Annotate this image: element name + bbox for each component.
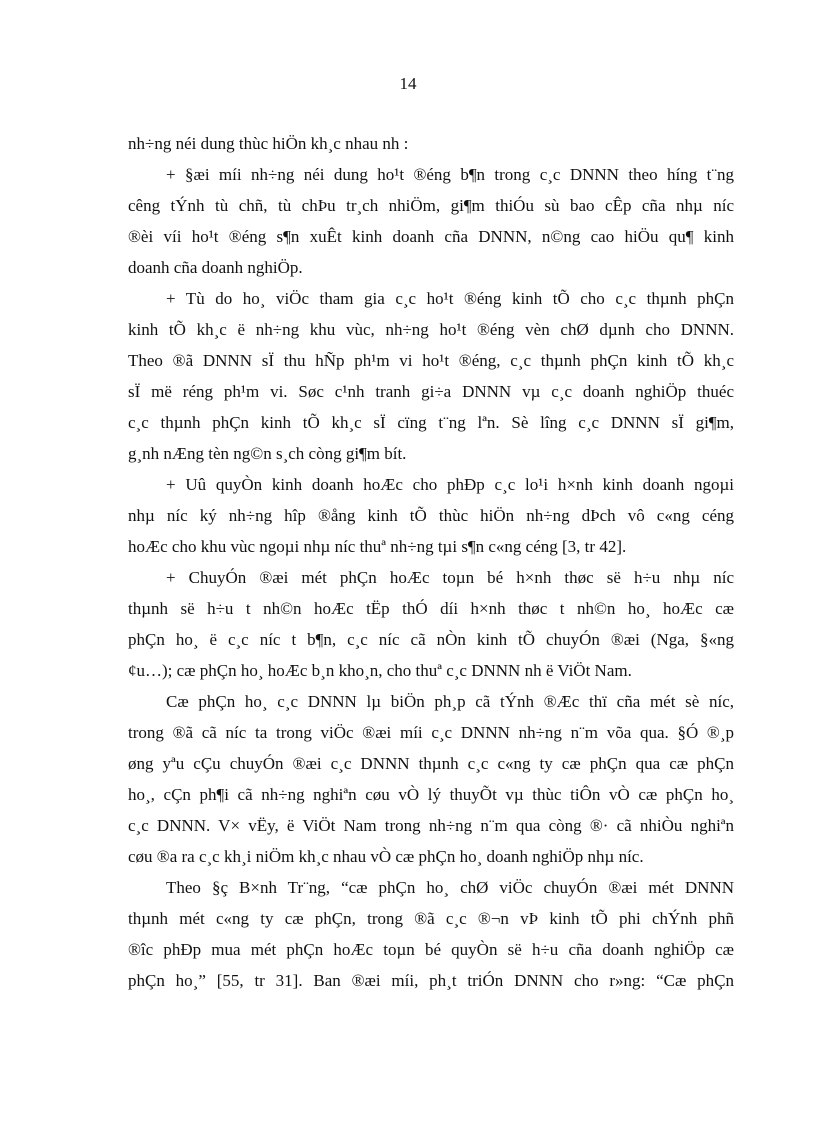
page-number: 14 xyxy=(399,74,417,93)
text-line: + Tù do ho¸ viÖc tham gia c¸c ho¹t ®éng kinh tÕ cho c¸c thµnh phÇn xyxy=(166,289,734,308)
text-line: + ChuyÓn ®æi mét phÇn hoÆc toµn bé h×nh thøc së h÷u nhµ níc xyxy=(166,568,734,587)
text-line: cøu ®a ra c¸c kh¸i niÖm kh¸c nhau vÒ cæ phÇn ho¸ doanh nghiÖp nhµ níc. xyxy=(128,847,644,866)
text-line: hoÆc cho khu vùc ngoµi nhµ níc thuª nh÷ng tµi s¶n c«ng céng [3, tr 42]. xyxy=(128,537,627,556)
text-line: + §æi míi nh÷ng néi dung ho¹t ®éng b¶n trong c¸c DNNN theo híng t¨ng xyxy=(166,165,734,184)
text-line: doanh cña doanh nghiÖp. xyxy=(128,258,303,277)
text-line: g¸nh nÆng tèn ng©n s¸ch còng gi¶m bít. xyxy=(128,444,407,463)
text-line: cêng tÝnh tù chñ, tù chÞu tr¸ch nhiÖm, gi¶m thiÓu sù bao cÊp cña nhµ níc xyxy=(128,196,734,215)
text-line: øng yªu cÇu chuyÓn ®æi c¸c DNNN thµnh c¸c c«ng ty cæ phÇn qua cæ phÇn xyxy=(128,754,734,773)
text-line: sÏ më réng ph¹m vi. Søc c¹nh tranh gi÷a DNNN vµ c¸c doanh nghiÖp thuéc xyxy=(128,382,734,401)
text-line: kinh tÕ kh¸c ë nh÷ng khu vùc, nh÷ng ho¹t ®éng vèn chØ dµnh cho DNNN. xyxy=(128,320,734,339)
text-line: ¢u…); cæ phÇn ho¸ hoÆc b¸n kho¸n, cho thuª c¸c DNNN nh ë ViÖt Nam. xyxy=(128,661,632,680)
text-line: ®èi víi ho¹t ®éng s¶n xuÊt kinh doanh cña DNNN, n©ng cao hiÖu qu¶ kinh xyxy=(128,227,734,246)
text-line: thµnh mét c«ng ty cæ phÇn, trong ®ã c¸c ®¬n vÞ kinh tÕ phi chÝnh phñ xyxy=(128,909,734,928)
text-line: Theo ®ã DNNN sÏ thu hÑp ph¹m vi ho¹t ®éng, c¸c thµnh phÇn kinh tÕ kh¸c xyxy=(128,351,734,370)
text-line: nh÷ng néi dung thùc hiÖn kh¸c nhau nh : xyxy=(128,134,409,153)
text-line: c¸c thµnh phÇn kinh tÕ kh¸c sÏ cïng t¨ng lªn. Sè lîng c¸c DNNN sÏ gi¶m, xyxy=(128,413,734,432)
text-line: + Uû quyÒn kinh doanh hoÆc cho phÐp c¸c lo¹i h×nh kinh doanh ngoµi xyxy=(166,475,734,494)
text-line: nhµ níc ký nh÷ng hîp ®ång kinh tÕ thùc hiÖn nh÷ng dÞch vô c«ng céng xyxy=(128,506,734,525)
text-line: ho¸, cÇn ph¶i cã nh÷ng nghiªn cøu vÒ lý thuyÕt vµ thùc tiÔn vÒ cæ phÇn ho¸ xyxy=(128,785,734,804)
text-line: c¸c DNNN. V× vËy, ë ViÖt Nam trong nh÷ng n¨m qua còng ®· cã nhiÒu nghiªn xyxy=(128,816,734,835)
document-body xyxy=(128,128,734,996)
text-line: ®îc phÐp mua mét phÇn hoÆc toµn bé quyÒn së h÷u cña doanh nghiÖp cæ xyxy=(128,940,734,959)
text-line: thµnh së h÷u t nh©n hoÆc tËp thÓ díi h×nh thøc t nh©n ho¸ hoÆc cæ xyxy=(128,599,734,618)
text-line: trong ®ã cã níc ta trong viÖc ®æi míi c¸c DNNN nh÷ng n¨m võa qua. §Ó ®¸p xyxy=(128,723,734,742)
text-line: phÇn ho¸” [55, tr 31]. Ban ®æi míi, ph¸t triÓn DNNN cho r»ng: “Cæ phÇn xyxy=(128,971,734,990)
text-line: phÇn ho¸ ë c¸c níc t b¶n, c¸c níc cã nÒn kinh tÕ chuyÓn ®æi (Nga, §«ng xyxy=(128,630,734,649)
text-line: Theo §ç B×nh Tr¨ng, “cæ phÇn ho¸ chØ viÖc chuyÓn ®æi mét DNNN xyxy=(166,878,734,897)
text-line: Cæ phÇn ho¸ c¸c DNNN lµ biÖn ph¸p cã tÝnh ®Æc thï cña mét sè níc, xyxy=(166,692,734,711)
